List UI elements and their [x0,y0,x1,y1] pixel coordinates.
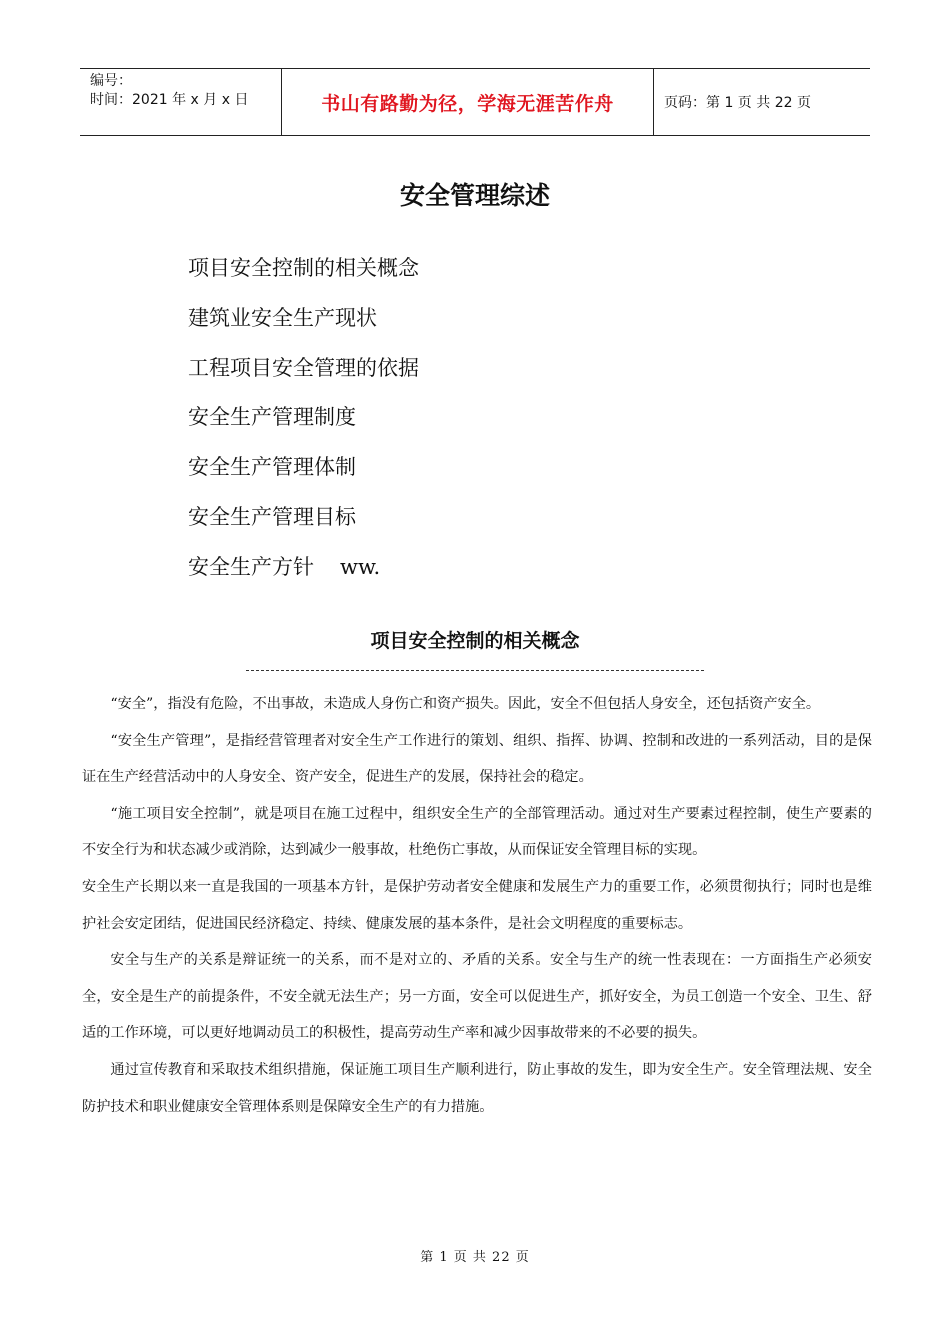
dashed-divider [246,670,704,671]
toc-item: 项目安全控制的相关概念 [188,256,419,280]
toc-item: 安全生产方针 ww. [188,554,381,579]
page-footer: 第 1 页 共 22 页 [420,1250,530,1265]
paragraph: 安全与生产的关系是辩证统一的关系，而不是对立的、矛盾的关系。安全与生产的统一性表现在：一方面指生产必须安全，安全是生产的前提条件，不安全就无法生产；另一方面，安全可以促进生产，抓好安全，为员工创造一个安全、卫生、舒适的工作环境，可以更好地调动员工的积极性，提高劳动生产率和减少因事故带来的不必要的损失。 [82,952,872,1042]
header-info-cell [80,69,282,135]
motto: 书山有路勤为径，学海无涯苦作舟 [282,69,654,135]
body-text [82,686,872,1125]
time-label: 时间：2021 年 x 月 x 日 [90,92,249,108]
toc-item: 安全生产管理体制 [188,455,356,480]
toc-item: 安全生产管理制度 [188,405,356,430]
toc-extra-text: ww. [340,554,381,579]
toc-item: 工程项目安全管理的依据 [188,355,419,380]
serial-label: 编号： [90,73,132,89]
paragraph: 安全生产长期以来一直是我国的一项基本方针，是保护劳动者安全健康和发展生产力的重要工作，必须贯彻执行；同时也是维护社会安定团结，促进国民经济稳定、持续、健康发展的基本条件，是社会文明程度的重要标志。 [82,878,872,932]
paragraph: 通过宣传教育和采取技术组织措施，保证施工项目生产顺利进行，防止事故的发生，即为安全生产。安全管理法规、安全防护技术和职业健康安全管理体系则是保障安全生产的有力措施。 [82,1061,872,1115]
table-of-contents [188,252,419,601]
paragraph: “安全”，指没有危险，不出事故，未造成人身伤亡和资产损失。因此，安全不但包括人身安全，还包括资产安全。 [110,696,821,712]
header-table [80,68,870,136]
toc-item: 安全生产管理目标 [188,504,356,529]
paragraph: “安全生产管理”，是指经营管理者对安全生产工作进行的策划、组织、指挥、协调、控制和改进的一系列活动，目的是保证在生产经营活动中的人身安全、资产安全，促进生产的发展，保持社会的稳定。 [82,732,872,786]
document-title: 安全管理综述 [399,181,550,210]
toc-item: 建筑业安全生产现状 [188,305,377,330]
page-info: 页码：第 1 页 共 22 页 [664,95,811,111]
paragraph: “施工项目安全控制”，就是项目在施工过程中，组织安全生产的全部管理活动。通过对生产要素过程控制，使生产要素的不安全行为和状态减少或消除，达到减少一般事故，杜绝伤亡事故，从而保证安全管理目标的实现。 [82,805,872,859]
section-title: 项目安全控制的相关概念 [370,630,580,652]
